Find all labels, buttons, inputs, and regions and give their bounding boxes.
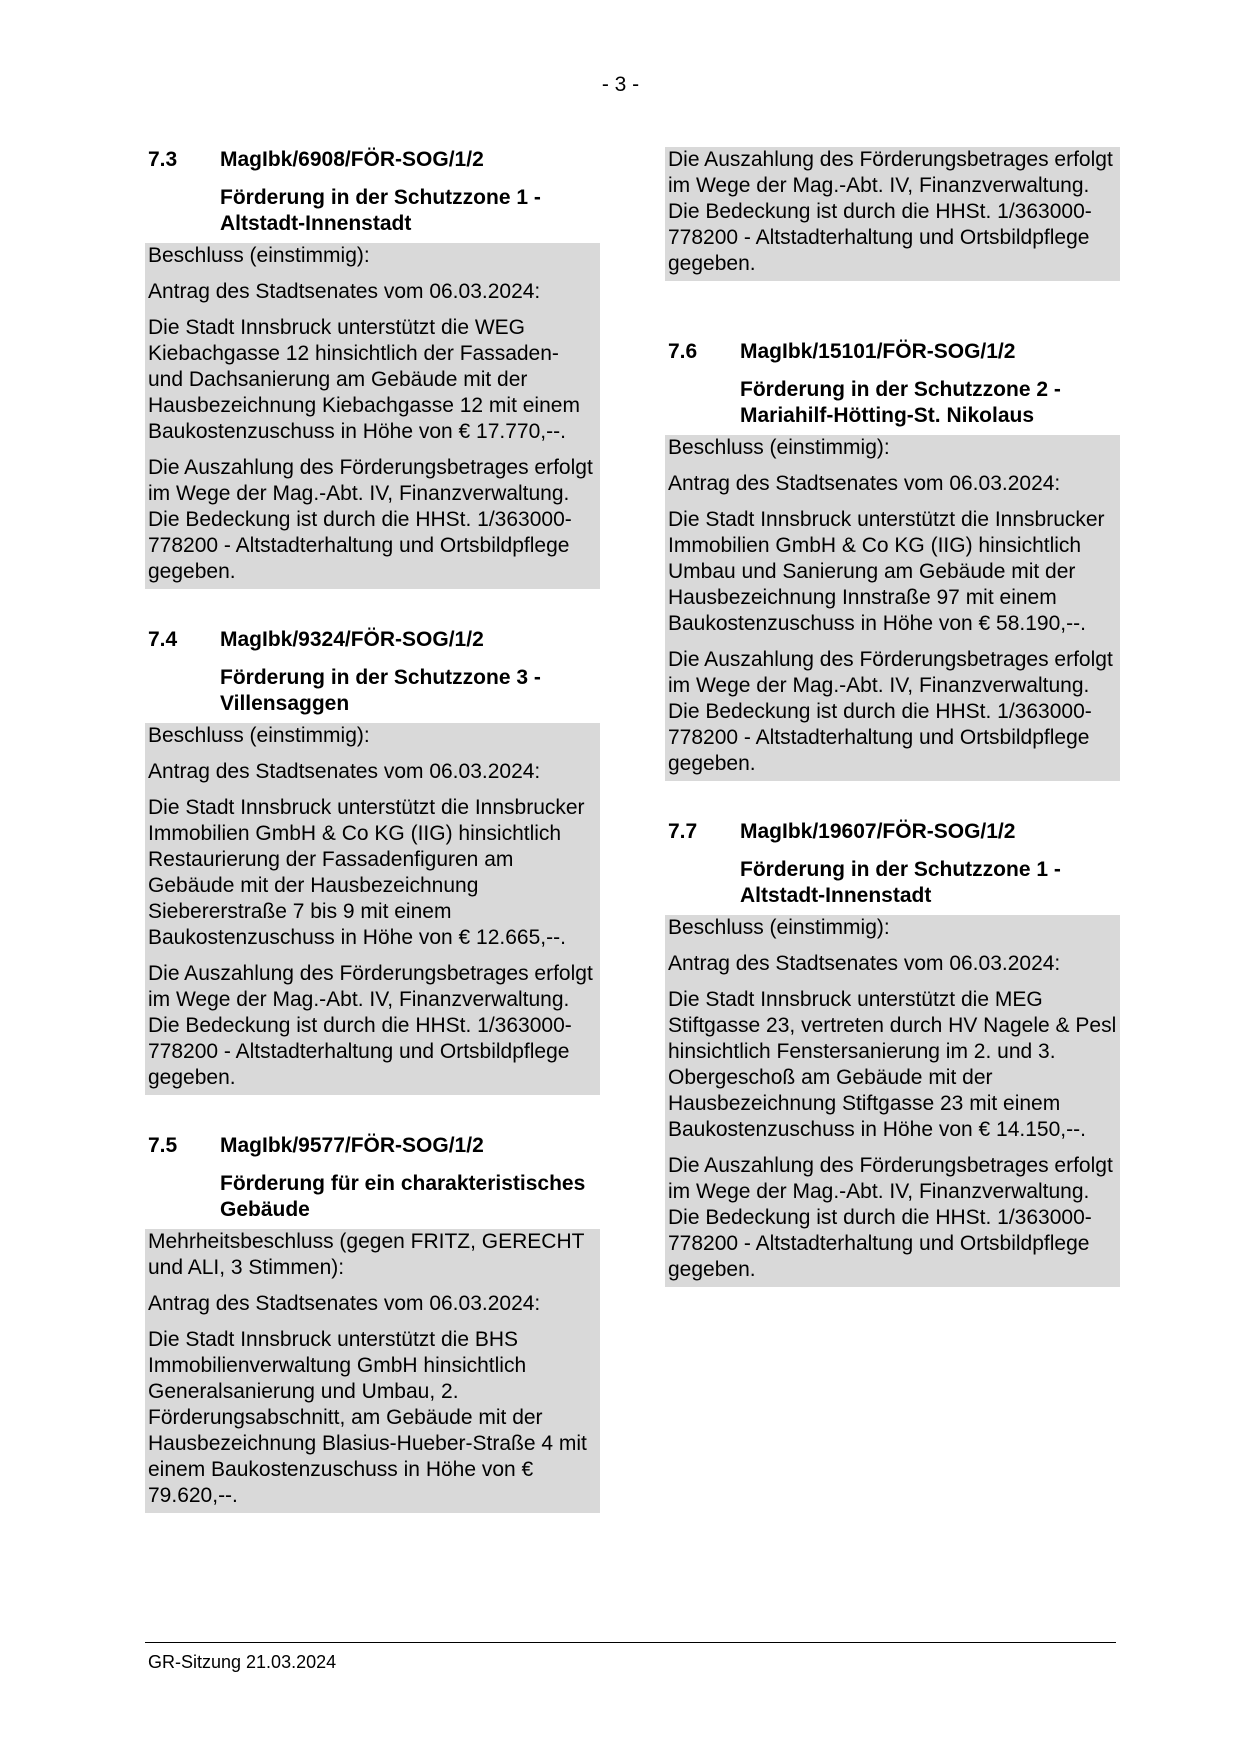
item-header xyxy=(665,339,1120,429)
item-header xyxy=(145,1133,600,1223)
agenda-item xyxy=(665,819,1120,1287)
footer-session-date: GR-Sitzung 21.03.2024 xyxy=(148,1652,337,1672)
resolution-type: Beschluss (einstimmig): xyxy=(668,916,890,939)
item-number: 7.3 xyxy=(148,148,178,171)
resolution-text: Die Stadt Innsbruck unterstützt die Innsbrucker Immobilien GmbH & Co KG (IIG) hinsichtlich Restaurierung der Fassadenfiguren am Gebäude mit der Hausbezeichnung Siebererstraße 7 bis 9 mit einem Baukostenzuschuss in Höhe von € 12.665,--. xyxy=(148,796,585,949)
item-reference: MagIbk/15101/FÖR-SOG/1/2 xyxy=(740,340,1016,363)
footer-divider xyxy=(145,1642,1116,1643)
motion-line: Antrag des Stadtsenates vom 06.03.2024: xyxy=(148,1292,541,1315)
item-header xyxy=(145,147,600,237)
resolution-type: Mehrheitsbeschluss (gegen FRITZ, GERECHT und ALI, 3 Stimmen): xyxy=(148,1230,585,1279)
payment-text: Die Auszahlung des Förderungsbetrages erfolgt im Wege der Mag.-Abt. IV, Finanzverwaltung. Die Bedeckung ist durch die HHSt. 1/363000-778200 - Altstadterhaltung und Ortsbildpflege gegeben. xyxy=(668,648,1113,775)
payment-text: Die Auszahlung des Förderungsbetrages erfolgt im Wege der Mag.-Abt. IV, Finanzverwaltung. Die Bedeckung ist durch die HHSt. 1/363000-778200 - Altstadterhaltung und Ortsbildpflege gegeben. xyxy=(668,1154,1113,1281)
resolution-text: Die Stadt Innsbruck unterstützt die BHS Immobilienverwaltung GmbH hinsichtlich Generalsanierung und Umbau, 2. Förderungsabschnitt, am Gebäude mit der Hausbezeichnung Blasius-Hueber-Straße 4 mit einem Baukostenzuschuss in Höhe von € 79.620,--. xyxy=(148,1328,587,1507)
agenda-item xyxy=(665,339,1120,781)
resolution-type: Beschluss (einstimmig): xyxy=(148,244,370,267)
item-reference: MagIbk/9577/FÖR-SOG/1/2 xyxy=(220,1134,484,1157)
resolution-block xyxy=(145,243,600,589)
item-title: Förderung in der Schutzzone 1 - Altstadt-Innenstadt xyxy=(740,858,1061,907)
resolution-text: Die Stadt Innsbruck unterstützt die MEG Stiftgasse 23, vertreten durch HV Nagele & Pesl hinsichtlich Fenstersanierung im 2. und 3. Obergeschoß am Gebäude mit der Hausbezeichnung Stiftgasse 23 mit einem Baukostenzuschuss in Höhe von € 14.150,--. xyxy=(668,988,1117,1141)
item-reference: MagIbk/19607/FÖR-SOG/1/2 xyxy=(740,820,1016,843)
payment-text: Die Auszahlung des Förderungsbetrages erfolgt im Wege der Mag.-Abt. IV, Finanzverwaltung. Die Bedeckung ist durch die HHSt. 1/363000-778200 - Altstadterhaltung und Ortsbildpflege gegeben. xyxy=(148,456,593,583)
resolution-block xyxy=(145,723,600,1095)
agenda-item xyxy=(145,1133,600,1513)
motion-line: Antrag des Stadtsenates vom 06.03.2024: xyxy=(668,952,1061,975)
page-number: - 3 - xyxy=(601,73,640,96)
resolution-type: Beschluss (einstimmig): xyxy=(668,436,890,459)
resolution-block xyxy=(665,435,1120,781)
item-title: Förderung in der Schutzzone 2 - Mariahilf-Hötting-St. Nikolaus xyxy=(740,378,1061,427)
agenda-item xyxy=(145,147,600,589)
resolution-text: Die Stadt Innsbruck unterstützt die WEG Kiebachgasse 12 hinsichtlich der Fassaden- und Dachsanierung am Gebäude mit der Hausbezeichnung Kiebachgasse 12 mit einem Baukostenzuschuss in Höhe von € 17.770,--. xyxy=(148,316,580,443)
item-reference: MagIbk/9324/FÖR-SOG/1/2 xyxy=(220,628,484,651)
motion-line: Antrag des Stadtsenates vom 06.03.2024: xyxy=(148,280,541,303)
item-number: 7.6 xyxy=(668,340,698,363)
continued-payment-block xyxy=(665,147,1120,281)
motion-line: Antrag des Stadtsenates vom 06.03.2024: xyxy=(668,472,1061,495)
right-column xyxy=(665,147,1120,1325)
payment-text: Die Auszahlung des Förderungsbetrages erfolgt im Wege der Mag.-Abt. IV, Finanzverwaltung. Die Bedeckung ist durch die HHSt. 1/363000-778200 - Altstadterhaltung und Ortsbildpflege gegeben. xyxy=(148,962,593,1089)
item-number: 7.4 xyxy=(148,628,178,651)
item-title: Förderung für ein charakteristisches Gebäude xyxy=(220,1172,586,1221)
item-reference: MagIbk/6908/FÖR-SOG/1/2 xyxy=(220,148,484,171)
resolution-block xyxy=(665,915,1120,1287)
resolution-text: Die Stadt Innsbruck unterstützt die Innsbrucker Immobilien GmbH & Co KG (IIG) hinsichtlich Umbau und Sanierung am Gebäude mit der Hausbezeichnung Innstraße 97 mit einem Baukostenzuschuss in Höhe von € 58.190,--. xyxy=(668,508,1105,635)
item-number: 7.5 xyxy=(148,1134,178,1157)
item-title: Förderung in der Schutzzone 3 - Villensaggen xyxy=(220,666,541,715)
agenda-item xyxy=(145,627,600,1095)
motion-line: Antrag des Stadtsenates vom 06.03.2024: xyxy=(148,760,541,783)
item-title: Förderung in der Schutzzone 1 - Altstadt-Innenstadt xyxy=(220,186,541,235)
resolution-block xyxy=(145,1229,600,1513)
payment-text: Die Auszahlung des Förderungsbetrages erfolgt im Wege der Mag.-Abt. IV, Finanzverwaltung. Die Bedeckung ist durch die HHSt. 1/363000-778200 - Altstadterhaltung und Ortsbildpflege gegeben. xyxy=(668,148,1113,275)
left-column xyxy=(145,147,600,1551)
item-header xyxy=(665,819,1120,909)
item-number: 7.7 xyxy=(668,820,698,843)
item-header xyxy=(145,627,600,717)
resolution-type: Beschluss (einstimmig): xyxy=(148,724,370,747)
